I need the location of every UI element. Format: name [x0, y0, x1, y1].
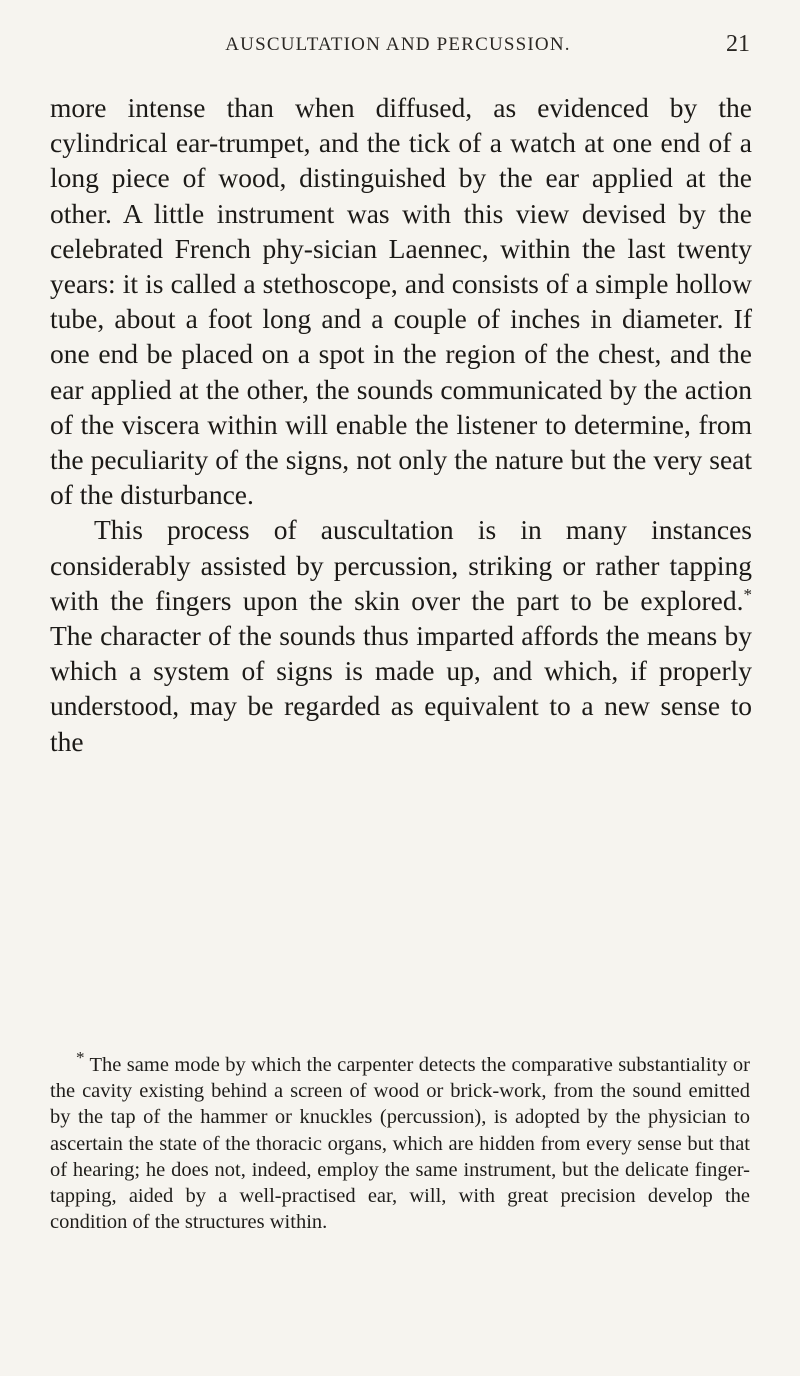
- paragraph-text: This process of auscultation is in many instances considerably assisted by percussion, striking or rather tapping with the fingers upon the skin over the part to be explored.: [50, 514, 752, 616]
- paragraph: more intense than when diffused, as evidenced by the cylindrical ear-trumpet, and the tick of a watch at one end of a long piece of wood, distinguished by the ear applied at the other. A little instrument was with this view devised by the celebrated French phy-sician Laennec, within the last twenty years: it is called a stethoscope, and consists of a simple hollow tube, about a foot long and a couple of inches in diameter. If one end be placed on a spot in the region of the chest, and the ear applied at the other, the sounds communicated by the action of the viscera within will enable the listener to determine, from the peculiarity of the signs, not only the nature but the very seat of the disturbance.: [50, 92, 752, 511]
- running-head: [50, 31, 750, 64]
- footnote: [50, 1048, 750, 1235]
- footnote-paragraph: [50, 1048, 750, 1235]
- body-text: [50, 90, 752, 759]
- footnote-text: The same mode by which the carpenter detects the comparative substantiality or the cavity existing behind a screen of wood or brick-work, from the sound emitted by the tap of the hammer or knuckles (percussion), is adopted by the physician to ascertain the state of the thoracic organs, which are hidden from every sense but that of hearing; he does not, indeed, employ the same instrument, but the delicate finger-tapping, aided by a well-practised ear, will, with great precision develop the condition of the structures within.: [50, 1054, 750, 1234]
- footnote-reference: *: [743, 584, 752, 604]
- paragraph-text: The character of the sounds thus imparted affords the means by which a system of signs is made up, and which, if properly understood, may be regarded as equivalent to a new sense to the: [50, 620, 752, 757]
- paragraph: [50, 512, 752, 758]
- footnote-marker: *: [76, 1048, 85, 1068]
- running-title: AUSCULTATION AND PERCUSSION.: [225, 34, 571, 55]
- page-number: 21: [726, 31, 750, 57]
